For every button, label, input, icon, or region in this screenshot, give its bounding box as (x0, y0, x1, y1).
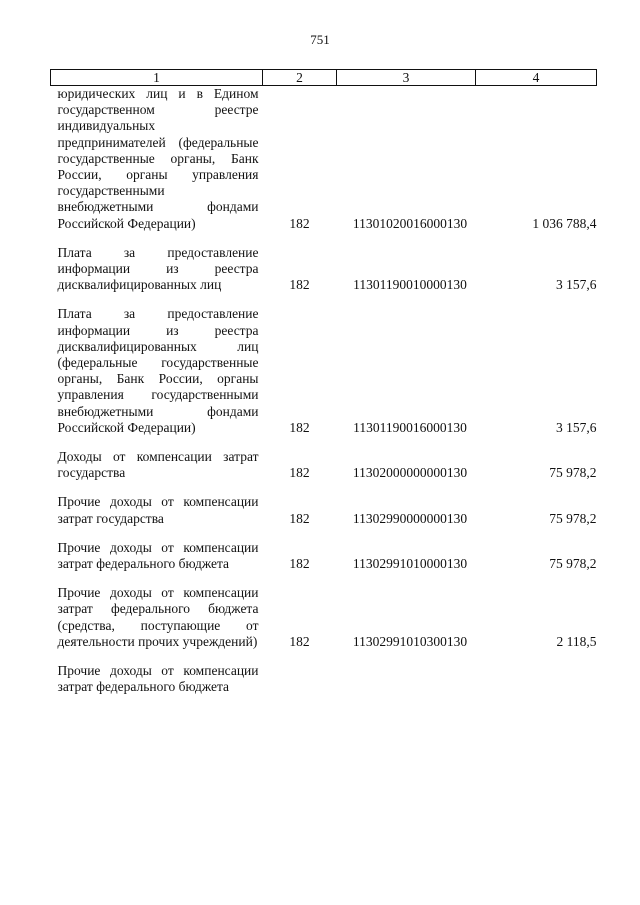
row-kbk: 11302000000000130 (352, 465, 468, 481)
row-description: Прочие доходы от компенсации затрат федерального бюджета (57, 539, 259, 572)
row-amount: 3 157,6 (556, 277, 597, 293)
row-admin-code: 182 (289, 277, 310, 293)
row-kbk (337, 663, 476, 695)
row-admin-code: 182 (289, 556, 310, 572)
row-description: Плата за предоставление информации из реестра дисквалифицированных лиц (федеральные государственные органы, Банк России, органы управления государственными внебюджетными фондами Российской Федерации) (57, 306, 259, 435)
row-admin-code: 182 (289, 215, 310, 231)
column-header-2: 2 (263, 70, 337, 86)
row-kbk: 11301190010000130 (353, 277, 467, 293)
column-header-3: 3 (337, 70, 476, 86)
table-row (51, 245, 597, 307)
row-kbk: 11301190016000130 (353, 419, 467, 435)
row-amount: 75 978,2 (549, 510, 597, 526)
row-kbk: 11302991010300130 (352, 633, 468, 649)
table-row (51, 86, 597, 245)
row-admin-code: 182 (289, 419, 310, 435)
row-admin-code: 182 (289, 633, 310, 649)
row-kbk: 11302990000000130 (352, 510, 468, 526)
revenue-table (50, 69, 597, 696)
row-amount (476, 663, 597, 695)
table-header-row (51, 70, 597, 86)
table-row (51, 663, 597, 695)
row-amount: 75 978,2 (549, 465, 597, 481)
table-row (51, 306, 597, 449)
row-admin-code (263, 663, 337, 695)
row-description: Доходы от компенсации затрат государства (57, 449, 259, 481)
table-row (51, 540, 597, 585)
page-number: 751 (310, 32, 330, 47)
row-description: Прочие доходы от компенсации затрат федерального бюджета (средства, поступающие от деятельности прочих учреждений) (57, 585, 259, 649)
row-admin-code: 182 (289, 465, 310, 481)
row-admin-code: 182 (289, 510, 310, 526)
column-header-1: 1 (51, 70, 263, 86)
table-row (51, 585, 597, 663)
row-description: Плата за предоставление информации из реестра дисквалифицированных лиц (57, 244, 259, 293)
row-description: юридических лиц и в Едином государственном реестре индивидуальных предпринимателей (федеральные государственные органы, Банк России, органы управления государственными внебюджетными фондами Российской Федерации) (57, 86, 259, 231)
table-row (51, 449, 597, 494)
column-header-4: 4 (476, 70, 597, 86)
row-kbk: 11301020016000130 (352, 215, 468, 231)
table-row (51, 494, 597, 539)
row-amount: 3 157,6 (556, 419, 597, 435)
row-kbk: 11302991010000130 (352, 556, 468, 572)
row-description: Прочие доходы от компенсации затрат федерального бюджета (57, 663, 259, 695)
row-amount: 1 036 788,4 (532, 215, 597, 231)
row-amount: 75 978,2 (549, 556, 597, 572)
row-amount: 2 118,5 (556, 633, 597, 649)
row-description: Прочие доходы от компенсации затрат государства (57, 494, 259, 526)
